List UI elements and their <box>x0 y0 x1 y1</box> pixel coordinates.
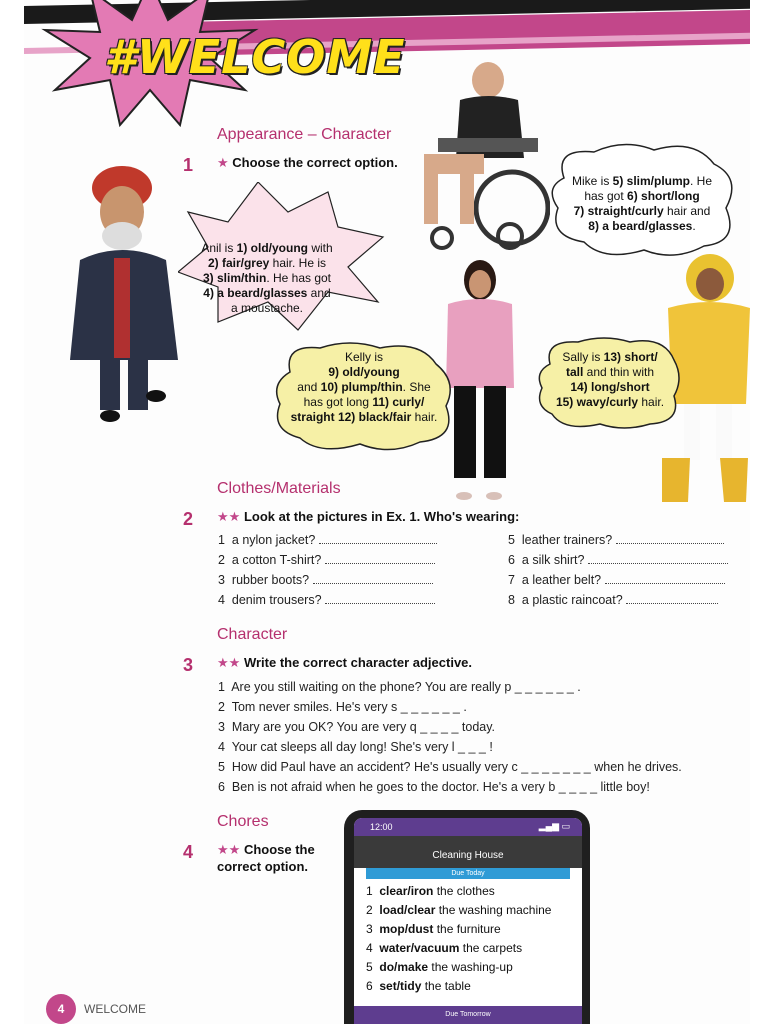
exercise-4-number: 4 <box>183 842 194 862</box>
ex3-item[interactable]: 5 How did Paul have an accident? He's usually very c _ _ _ _ _ _ _ when he drives. <box>218 760 682 774</box>
section-chores: Chores <box>217 813 269 830</box>
anil-figure-icon <box>60 160 190 430</box>
ex2-item: 2 a cotton T-shirt? <box>218 553 435 567</box>
ex3-item[interactable]: 3 Mary are you OK? You are very q _ _ _ _ today. <box>218 720 496 734</box>
chore-item[interactable]: 1 clear/iron the clothes <box>366 884 495 898</box>
exercise-2-number: 2 <box>183 509 194 529</box>
ex2-item: 8 a plastic raincoat? <box>508 593 718 607</box>
footer-label: WELCOME <box>84 1002 147 1016</box>
page-title: #WELCOME <box>104 30 406 84</box>
exercise-1-stars: ★ <box>217 155 229 170</box>
ex3-item[interactable]: 6 Ben is not afraid when he goes to the doctor. He's a very b _ _ _ _ little boy! <box>218 780 650 794</box>
ex3-item[interactable]: 2 Tom never smiles. He's very s _ _ _ _ _ _ . <box>218 700 467 714</box>
anil-bubble-text: Anil is 1) old/young with 2) fair/grey hair. He is 3) slim/thin. He has got 4) a beard/glasses and a moustache. <box>201 241 333 315</box>
ex2-item: 4 denim trousers? <box>218 593 435 607</box>
answer-field[interactable] <box>319 533 437 544</box>
ex2-item: 6 a silk shirt? <box>508 553 728 567</box>
exercise-3-stars: ★★ <box>217 655 241 670</box>
due-tomorrow-label: Due Tomorrow <box>354 1006 582 1024</box>
ex3-item[interactable]: 1 Are you still waiting on the phone? You are really p _ _ _ _ _ _ . <box>218 680 581 694</box>
chore-item[interactable]: 6 set/tidy the table <box>366 979 471 993</box>
ex2-item: 5 leather trainers? <box>508 533 724 547</box>
phone-screen <box>354 818 582 1024</box>
exercise-2-instruction-text: Look at the pictures in Ex. 1. Who's wearing: <box>243 509 520 524</box>
kelly-bubble-text: Kelly is 9) old/young and 10) plump/thin. She has got long 11) curly/ straight 12) black/fair hair. <box>290 350 438 424</box>
chore-item[interactable]: 3 mop/dust the furniture <box>366 922 501 936</box>
ex2-item: 7 a leather belt? <box>508 573 725 587</box>
section-character: Character <box>217 626 288 643</box>
answer-field[interactable] <box>605 573 725 584</box>
section-clothes: Clothes/Materials <box>217 480 341 497</box>
ex2-item: 1 a nylon jacket? <box>218 533 437 547</box>
exercise-2-instruction <box>217 509 519 525</box>
exercise-3-number: 3 <box>183 655 194 675</box>
ex3-item[interactable]: 4 Your cat sleeps all day long! She's very l _ _ _ ! <box>218 740 493 754</box>
exercise-4-stars: ★★ <box>217 842 241 857</box>
exercise-2-stars: ★★ <box>217 509 241 524</box>
answer-field[interactable] <box>313 573 433 584</box>
exercise-1-number: 1 <box>183 155 194 175</box>
phone-time: 12:00 <box>370 822 393 832</box>
phone-title: Cleaning House <box>354 836 582 868</box>
exercise-4-instruction: ★★ Choose the correct option. <box>217 842 315 874</box>
answer-field[interactable] <box>626 593 718 604</box>
chore-item[interactable]: 4 water/vacuum the carpets <box>366 941 523 955</box>
exercise-1-instruction <box>217 155 398 171</box>
answer-field[interactable] <box>325 553 435 564</box>
answer-field[interactable] <box>325 593 435 604</box>
page-number: 4 <box>46 994 76 1024</box>
mike-figure-icon <box>400 58 550 258</box>
answer-field[interactable] <box>616 533 724 544</box>
exercise-3-instruction <box>217 655 472 671</box>
section-appearance: Appearance – Character <box>217 126 392 143</box>
signal-battery-icon: ▂▄▆ ▭ <box>538 821 570 831</box>
exercise-1-instruction-text: Choose the correct option. <box>232 155 398 170</box>
chore-item[interactable]: 5 do/make the washing-up <box>366 960 513 974</box>
mike-bubble-text: Mike is 5) slim/plump. He has got 6) short/long 7) straight/curly hair and 8) a beard/glasses. <box>571 174 713 233</box>
due-today-label: Due Today <box>366 868 570 879</box>
sally-bubble-text: Sally is 13) short/ tall and thin with 14) long/short 15) wavy/curly hair. <box>555 350 665 409</box>
answer-field[interactable] <box>588 553 728 564</box>
exercise-3-instruction-text: Write the correct character adjective. <box>243 655 473 670</box>
phone-status-bar <box>354 818 582 836</box>
chore-item[interactable]: 2 load/clear the washing machine <box>366 903 552 917</box>
ex2-item: 3 rubber boots? <box>218 573 433 587</box>
